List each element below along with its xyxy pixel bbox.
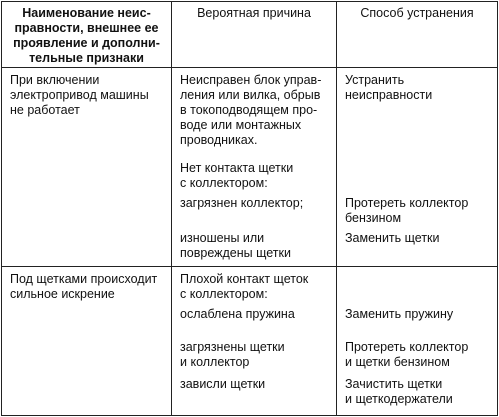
cause-text: загрязнены щетки и коллектор xyxy=(180,340,285,369)
table-row xyxy=(2,267,498,416)
remedy-cell xyxy=(337,267,498,416)
cause-text: изношены или повреждены щетки xyxy=(180,231,291,260)
cause-text: Плохой контакт щеток с коллектором: xyxy=(180,272,309,301)
cause-cell xyxy=(172,68,337,267)
fault-text: При включении электропривод машины не работает xyxy=(10,73,149,117)
remedy-text: Зачистить щетки и щеткодержатели xyxy=(345,377,453,406)
remedy-cell xyxy=(337,68,498,267)
cause-text: загрязнен коллектор; xyxy=(180,196,304,210)
remedy-text: Заменить щетки xyxy=(345,231,440,245)
header-row xyxy=(2,2,498,68)
cause-text: Неисправен блок управ- ления или вилка, обрыв в токоподводящем про- воде или монтажных проводниках. xyxy=(180,73,322,147)
fault-cell xyxy=(2,267,172,416)
fault-text: Под щетками происходит сильное искрение xyxy=(10,272,158,301)
cause-text: ослаблена пружина xyxy=(180,307,295,321)
fault-cell xyxy=(2,68,172,267)
header-cause: Вероятная причина xyxy=(172,2,337,68)
cause-text: зависли щетки xyxy=(180,377,266,391)
table-row xyxy=(2,68,498,267)
fault-table xyxy=(1,1,498,416)
remedy-text: Заменить пружину xyxy=(345,307,454,321)
remedy-text: Протереть коллектор бензином xyxy=(345,196,469,225)
remedy-text: Протереть коллектор и щетки бензином xyxy=(345,340,469,369)
header-fault: Наименование неис- правности, внешнее ее проявление и дополни- тельные признаки xyxy=(2,2,172,68)
cause-text: Нет контакта щетки с коллектором: xyxy=(180,161,294,190)
header-remedy: Способ устранения xyxy=(337,2,498,68)
remedy-text: Устранить неисправности xyxy=(345,73,433,102)
cause-cell xyxy=(172,267,337,416)
